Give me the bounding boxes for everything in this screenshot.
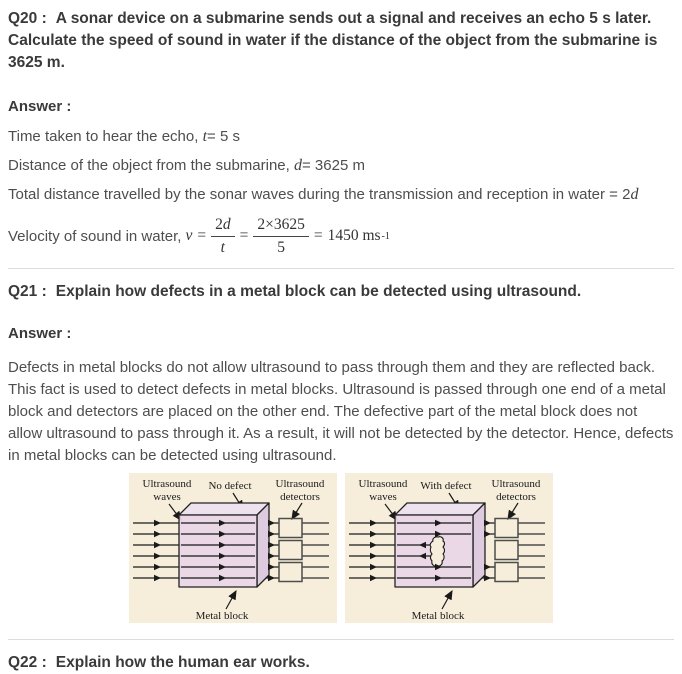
- question-21: [8, 281, 674, 303]
- document-page: [0, 8, 682, 671]
- answer-20-label: Answer :: [8, 98, 72, 115]
- velocity-text: Velocity of sound in water,: [8, 227, 182, 245]
- section-divider: [8, 268, 674, 269]
- waves-label-line2: waves: [153, 491, 181, 503]
- metal-block-label: Metal block: [411, 610, 465, 622]
- distance-variable: d: [293, 157, 302, 174]
- question-21-label: Q21 :: [8, 283, 47, 300]
- waves-label-line2: waves: [369, 491, 397, 503]
- no-defect-label: No defect: [208, 480, 252, 492]
- waves-label-line1: Ultrasound: [142, 478, 192, 490]
- answer-21-text: Defects in metal blocks do not allow ultrasound to pass through them and they are reflected back. This fact is used to detect defects in metal blocks. Ultrasound is passed through one end of a metal block and detectors are placed on the other end. The defective part of the metal block does not allow ultrasound to pass through it. As a result, it will not be detected by the detector. Hence, defects in metal blocks can be detected using ultrasound.: [8, 359, 674, 464]
- velocity-result: 1450 ms: [327, 227, 381, 244]
- with-defect-label: With defect: [420, 480, 472, 492]
- fraction-2d-over-t: $\frac{2d}{t}$: [211, 216, 235, 255]
- question-22-label: Q22 :: [8, 654, 47, 671]
- answer-20-velocity-line: [8, 214, 674, 258]
- answer-20-total-line: Total distance travelled by the sonar waves during the transmission and reception in water = 2d: [8, 186, 639, 203]
- question-22: [8, 652, 674, 674]
- answer-20-time-line: Time taken to hear the echo, t= 5 s: [8, 128, 240, 145]
- question-20: [8, 8, 674, 74]
- total-distance-variable: d: [630, 186, 639, 203]
- question-20-label: Q20 :: [8, 10, 47, 27]
- velocity-equation: v = $\frac{2d}{t}$ = $\frac{2\times 3625}{5}$ = 1450 ms -1: [185, 216, 390, 256]
- answer-21-label: Answer :: [8, 325, 72, 342]
- answer-20-distance-line: Distance of the object from the submarine, d= 3625 m: [8, 157, 365, 174]
- detectors-label-line2: detectors: [496, 491, 536, 503]
- velocity-variable: v: [185, 227, 193, 244]
- question-20-text: A sonar device on a submarine sends out a signal and receives an echo 5 s later. Calculate the speed of sound in water if the distance of the object from the submarine is 3625 m.: [8, 10, 658, 71]
- time-variable: t: [202, 128, 208, 145]
- metal-block-label: Metal block: [195, 610, 249, 622]
- fraction-numeric: $\frac{2\times 3625}{5}$: [253, 216, 309, 255]
- question-22-text: Explain how the human ear works.: [55, 654, 310, 671]
- detectors-label-line1: Ultrasound: [491, 478, 541, 490]
- velocity-result-exponent: -1: [381, 230, 390, 242]
- defect-crack: [430, 537, 444, 566]
- question-21-text: Explain how defects in a metal block can be detected using ultrasound.: [55, 283, 582, 300]
- waves-label-line1: Ultrasound: [358, 478, 408, 490]
- diagram-panel-no-defect: [129, 473, 337, 623]
- section-divider: [8, 639, 674, 640]
- diagram-panel-with-defect: [345, 473, 553, 623]
- detectors-label-line1: Ultrasound: [275, 478, 325, 490]
- detectors-label-line2: detectors: [280, 491, 320, 503]
- ultrasound-diagram: [8, 473, 674, 623]
